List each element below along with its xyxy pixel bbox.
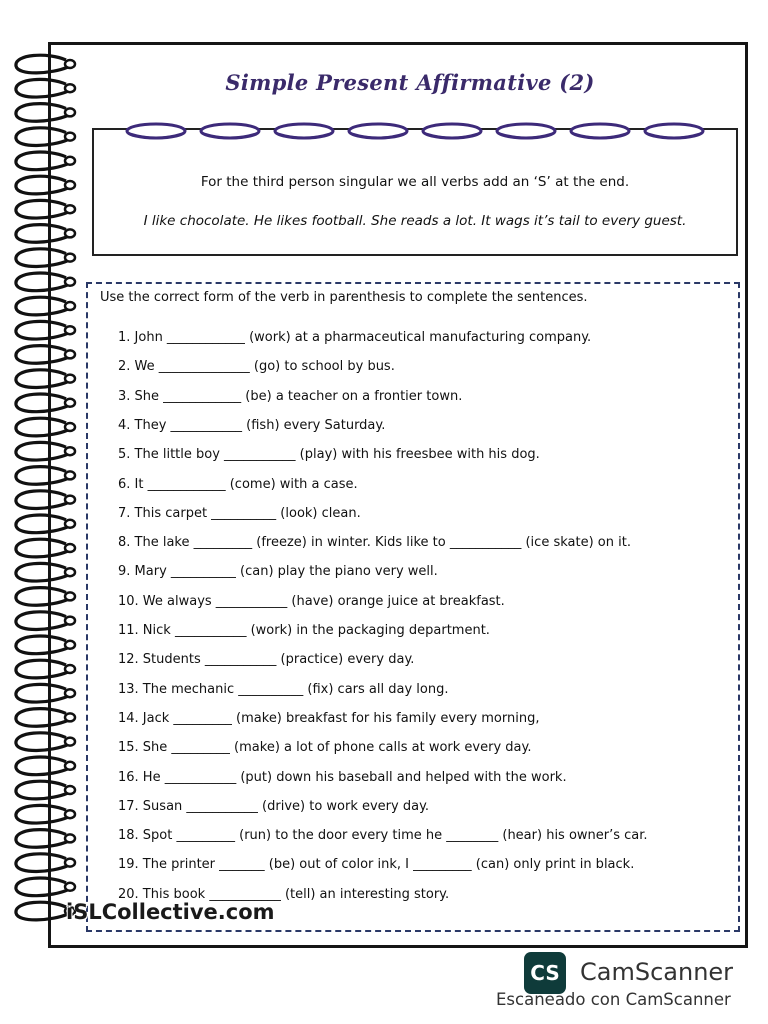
binding-hole: [65, 544, 75, 552]
exercise-item: 14. Jack _________ (make) breakfast for his family every morning,: [118, 710, 540, 726]
camscanner-caption: Escaneado con CamScanner: [496, 990, 731, 1009]
spiral-coil: [16, 55, 68, 73]
spiral-coil: [16, 805, 68, 823]
exercise-item: 13. The mechanic __________ (fix) cars all day long.: [118, 681, 449, 697]
worksheet-title: Simple Present Affirmative (2): [225, 70, 595, 95]
spiral-coil: [16, 394, 68, 412]
binding-hole: [65, 399, 75, 407]
spiral-coil: [16, 442, 68, 460]
binding-hole: [65, 375, 75, 383]
binding-hole: [65, 471, 75, 479]
binding-hole: [65, 278, 75, 286]
decorative-rings: [118, 118, 718, 144]
binding-hole: [65, 108, 75, 116]
spiral-coil: [16, 781, 68, 799]
exercise-item: 19. The printer _______ (be) out of color ink, I _________ (can) only print in black.: [118, 857, 635, 873]
exercise-item: 20. This book ___________ (tell) an interesting story.: [118, 886, 450, 902]
binding-hole: [65, 229, 75, 237]
binding-hole: [65, 617, 75, 625]
exercise-instructions: Use the correct form of the verb in parenthesis to complete the sentences.: [100, 290, 588, 305]
rule-box: [92, 128, 738, 256]
spiral-coil: [16, 370, 68, 388]
binding-hole: [65, 883, 75, 891]
exercise-item: 17. Susan ___________ (drive) to work every day.: [118, 798, 430, 814]
binding-hole: [65, 447, 75, 455]
binding-hole: [65, 641, 75, 649]
camscanner-logo-icon: CS: [524, 952, 566, 994]
exercise-item: 6. It ____________ (come) with a case.: [118, 476, 358, 492]
islcollective-watermark: iSLCollective.com: [66, 900, 275, 924]
spiral-coil: [16, 225, 68, 243]
binding-hole: [65, 254, 75, 262]
spiral-coil: [16, 878, 68, 896]
binding-hole: [65, 520, 75, 528]
exercise-item: 12. Students ___________ (practice) every day.: [118, 652, 415, 668]
exercise-item: 1. John ____________ (work) at a pharmaceutical manufacturing company.: [118, 330, 592, 345]
spiral-coil: [16, 176, 68, 194]
exercise-item: 4. They ___________ (fish) every Saturday.: [118, 417, 386, 433]
binding-hole: [65, 157, 75, 165]
binding-hole: [65, 834, 75, 842]
binding-hole: [65, 181, 75, 189]
spiral-coil: [16, 684, 68, 702]
spiral-binding: [8, 52, 88, 932]
binding-hole: [65, 738, 75, 746]
spiral-coil: [16, 104, 68, 122]
exercise-item: 10. We always ___________ (have) orange juice at breakfast.: [118, 593, 505, 609]
binding-hole: [65, 762, 75, 770]
spiral-coil: [16, 467, 68, 485]
binding-hole: [65, 713, 75, 721]
spiral-coil: [16, 273, 68, 291]
binding-hole: [65, 592, 75, 600]
binding-hole: [65, 84, 75, 92]
spiral-coil: [16, 539, 68, 557]
exercise-item: 5. The little boy ___________ (play) with his freesbee with his dog.: [118, 447, 540, 463]
spiral-coil: [16, 249, 68, 267]
binding-hole: [65, 302, 75, 310]
binding-hole: [65, 568, 75, 576]
rule-text: For the third person singular we all verbs add an ‘S’ at the end.: [200, 174, 630, 190]
spiral-coil: [16, 152, 68, 170]
rule-example: I like chocolate. He likes football. She reads a lot. It wags it’s tail to every guest.: [143, 213, 687, 229]
exercise-item: 15. She _________ (make) a lot of phone calls at work every day.: [118, 740, 532, 756]
binding-hole: [65, 60, 75, 68]
binding-hole: [65, 326, 75, 334]
exercise-item: 2. We ______________ (go) to school by bus.: [118, 359, 395, 375]
spiral-coil: [16, 418, 68, 436]
spiral-coil: [16, 709, 68, 727]
exercise-item: 16. He ___________ (put) down his baseball and helped with the work.: [118, 769, 567, 785]
exercise-item: 18. Spot _________ (run) to the door every time he ________ (hear) his owner’s car.: [118, 828, 648, 844]
exercise-item: 8. The lake _________ (freeze) in winter. Kids like to ___________ (ice skate) on it.: [118, 535, 631, 551]
camscanner-name: CamScanner: [580, 958, 734, 986]
exercise-item: 3. She ____________ (be) a teacher on a frontier town.: [118, 388, 463, 404]
spiral-coil: [16, 128, 68, 146]
binding-hole: [65, 496, 75, 504]
binding-hole: [65, 859, 75, 867]
binding-hole: [65, 810, 75, 818]
exercise-box: [86, 282, 740, 932]
binding-hole: [65, 133, 75, 141]
spiral-coil: [16, 612, 68, 630]
spiral-coil: [16, 346, 68, 364]
spiral-coil: [16, 660, 68, 678]
spiral-coil: [16, 757, 68, 775]
binding-hole: [65, 665, 75, 673]
binding-hole: [65, 786, 75, 794]
spiral-coil: [16, 321, 68, 339]
binding-hole: [65, 689, 75, 697]
exercise-item: 11. Nick ___________ (work) in the packaging department.: [118, 623, 490, 638]
binding-hole: [65, 205, 75, 213]
binding-hole: [65, 350, 75, 358]
spiral-coil: [16, 854, 68, 872]
spiral-coil: [16, 902, 68, 920]
spiral-coil: [16, 588, 68, 606]
spiral-coil: [16, 79, 68, 97]
spiral-coil: [16, 830, 68, 848]
spiral-coil: [16, 491, 68, 509]
spiral-coil: [16, 733, 68, 751]
binding-hole: [65, 423, 75, 431]
spiral-coil: [16, 636, 68, 654]
spiral-coil: [16, 200, 68, 218]
spiral-coil: [16, 563, 68, 581]
spiral-coil: [16, 297, 68, 315]
exercise-item: 9. Mary __________ (can) play the piano very well.: [118, 564, 438, 580]
spiral-coil: [16, 515, 68, 533]
exercise-item: 7. This carpet __________ (look) clean.: [118, 505, 361, 521]
